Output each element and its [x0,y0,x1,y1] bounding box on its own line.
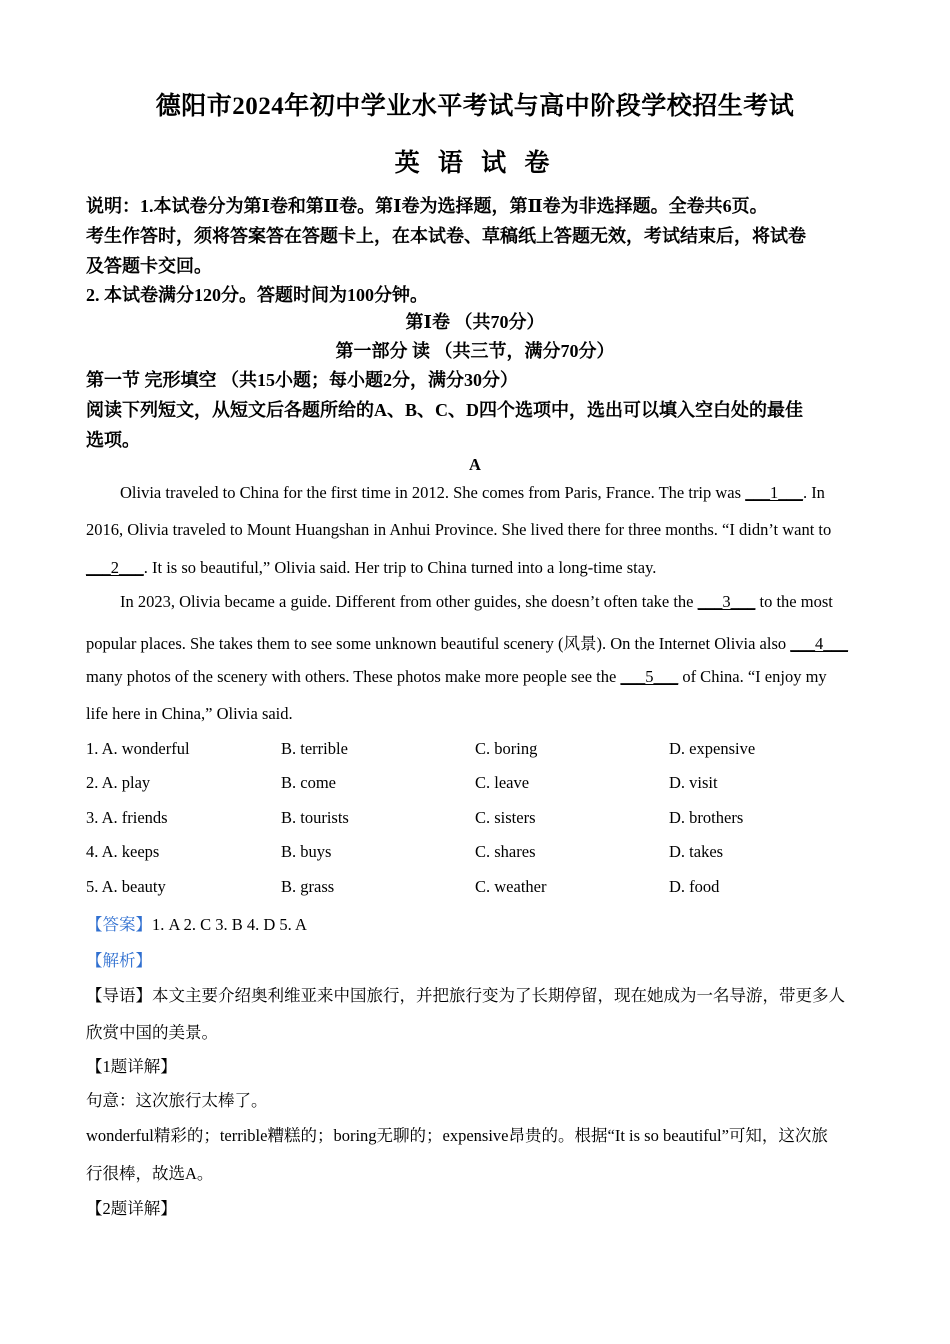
instruction-line-3: 及答题卡交回。 [86,256,212,276]
blank-3: ___3___ [697,592,756,611]
passage-line: many photos of the scenery with others. These photos make more people see the ___5___ of China. “I enjoy my [86,667,827,686]
answer-line [86,911,307,935]
blank-4: ___4___ [790,634,849,653]
passage-line: 2016, Olivia traveled to Mount Huangshan in Anhui Province. She lived there for three months. “I didn’t want to [86,520,832,539]
q1-detail-explain-1: wonderful精彩的；terrible糟糕的；boring无聊的；expensive昂贵的。根据“It is so beautiful”可知，这次旅 [86,1126,828,1145]
option-c: C. leave [475,773,530,792]
guide-line-1: 【导语】本文主要介绍奥利维亚来中国旅行，并把旅行变为了长期停留，现在她成为一名导游，带更多人 [86,986,845,1005]
part-heading: 第Ⅰ卷 （共70分） [405,312,545,332]
q2-detail-label: 【2题详解】 [86,1199,177,1218]
passage-label: A [469,455,481,474]
option-c: C. shares [475,842,536,861]
instruction-line-1: 说明：1.本试卷分为第Ⅰ卷和第Ⅱ卷。第Ⅰ卷为选择题，第Ⅱ卷为非选择题。全卷共6页。 [86,196,768,216]
answer-label: 【答案】 [86,915,152,934]
option-d: D. brothers [669,808,744,827]
directions-line-1: 阅读下列短文，从短文后各题所给的A、B、C、D四个选项中，选出可以填入空白处的最佳 [86,400,803,420]
option-a: 2. A. play [86,773,151,792]
q1-detail-label: 【1题详解】 [86,1057,177,1076]
option-d: D. takes [669,842,724,861]
option-b: B. grass [281,877,335,896]
instruction-line-2: 考生作答时，须将答案答在答题卡上，在本试卷、草稿纸上答题无效，考试结束后，将试卷 [86,226,806,246]
guide-line-2: 欣赏中国的美景。 [86,1023,218,1042]
passage-line: life here in China,” Olivia said. [86,704,293,723]
option-c: C. weather [475,877,547,896]
option-a: 3. A. friends [86,808,168,827]
instruction-line-4: 2. 本试卷满分120分。答题时间为100分钟。 [86,285,428,305]
q1-detail-meaning: 句意：这次旅行太棒了。 [86,1091,268,1110]
option-a: 4. A. keeps [86,842,160,861]
option-d: D. food [669,877,720,896]
option-b: B. come [281,773,336,792]
directions-line-2: 选项。 [86,430,140,450]
option-d: D. expensive [669,739,756,758]
option-b: B. tourists [281,808,349,827]
option-b: B. terrible [281,739,348,758]
option-b: B. buys [281,842,332,861]
blank-2: ___2___ [86,558,144,577]
section-heading: 第一部分 读 （共三节，满分70分） [335,341,615,361]
passage-line: popular places. She takes them to see some unknown beautiful scenery (风景). On the Internet Olivia also ___4___ [86,634,849,653]
blank-5: ___5___ [620,667,679,686]
page-subtitle: 英 语 试 卷 [394,150,556,177]
passage-line: ___2___. It is so beautiful,” Olivia said. Her trip to China turned into a long-time stay. [86,558,657,577]
option-a: 5. A. beauty [86,877,166,896]
q1-detail-explain-2: 行很棒，故选A。 [86,1164,214,1183]
option-a: 1. A. wonderful [86,739,190,758]
passage-line: In 2023, Olivia became a guide. Different from other guides, she doesn’t often take the ___3___ to the most [120,592,833,611]
passage-line: Olivia traveled to China for the first time in 2012. She comes from Paris, France. The trip was ___1___. In [120,483,825,502]
page-title: 德阳市2024年初中学业水平考试与高中阶段学校招生考试 [155,93,795,120]
subsection-heading: 第一节 完形填空 （共15小题；每小题2分，满分30分） [86,370,518,390]
option-c: C. boring [475,739,538,758]
blank-1: ___1___ [745,483,803,502]
option-c: C. sisters [475,808,536,827]
answer-text: 1. A 2. C 3. B 4. D 5. A [152,915,307,934]
option-d: D. visit [669,773,718,792]
analysis-label: 【解析】 [86,951,152,970]
